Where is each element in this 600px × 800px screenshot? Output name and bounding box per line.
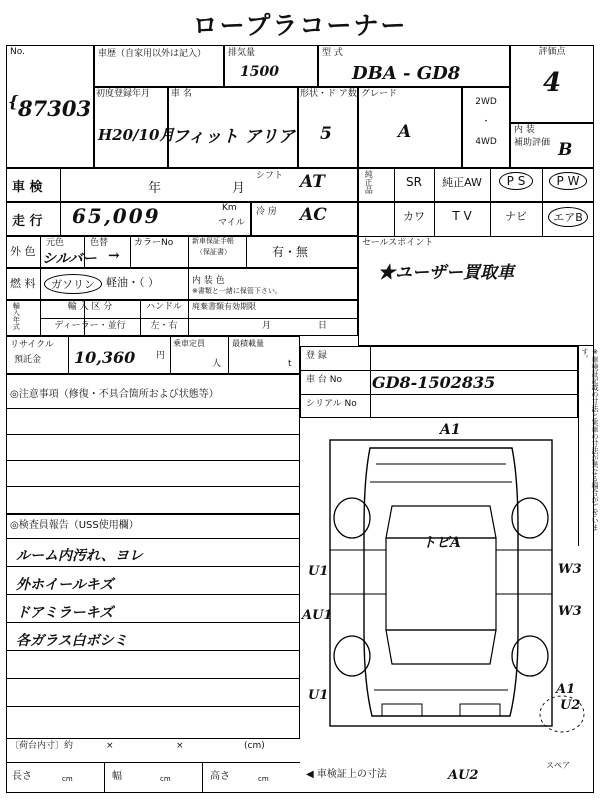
first-reg-value: H20/10月 xyxy=(98,126,175,144)
color-no-label: カラーNo xyxy=(134,238,174,248)
doors-value: 5 xyxy=(320,124,332,144)
inspection-month: 月 xyxy=(232,181,246,196)
page-title: ロープラコーナー xyxy=(192,11,408,40)
equip-kawa: カワ xyxy=(403,210,425,223)
fuel-diesel: 軽油・（ ） xyxy=(106,276,159,289)
handle-label: ハンドル xyxy=(145,302,182,312)
waste-day: 日 xyxy=(318,321,328,331)
footer-cm: (cm) xyxy=(244,741,265,751)
waste-month: 月 xyxy=(262,321,272,331)
no-label: No. xyxy=(10,47,25,57)
footer-length-unit: cm xyxy=(62,775,73,783)
diagram-left-1: U1 xyxy=(308,564,329,579)
import-dealer: ディーラー・並行 xyxy=(54,321,126,331)
shift-value: AT xyxy=(300,172,325,192)
drive-4wd: 4WD xyxy=(475,137,497,147)
fuel-label: 燃 料 xyxy=(10,277,36,290)
diagram-right-2: W3 xyxy=(558,604,582,619)
footer-height-unit: cm xyxy=(258,775,269,783)
color-arrow: → xyxy=(108,248,120,264)
load-unit: t xyxy=(288,359,292,369)
doors-label: 形状・ド ア数 xyxy=(300,89,357,99)
diagram-top-label: A1 xyxy=(440,422,461,438)
mileage-label: 走 行 xyxy=(12,214,43,229)
genuine-label: 純正品 xyxy=(364,170,374,194)
grade-label: グレード xyxy=(361,89,398,99)
diagram-hood-label: トビA xyxy=(422,535,461,551)
capacity-unit: 人 xyxy=(212,359,222,369)
diagram-right-3: A1 xyxy=(556,682,576,697)
footer-x1: × xyxy=(106,741,114,751)
diagram-right-4: U2 xyxy=(560,698,581,713)
lot-no-value: 87303 xyxy=(18,96,92,121)
selling-point-box xyxy=(358,236,594,346)
fuel-gasoline: ガソリン xyxy=(44,274,102,294)
report-line-1: ルーム内汚れ、ヨレ xyxy=(16,548,143,564)
grade-value: A xyxy=(398,122,412,142)
recycle-label-1: リサイクル xyxy=(10,340,54,350)
footer-width-label: 幅 xyxy=(112,771,122,782)
ac-value: AC xyxy=(300,205,327,225)
exterior-color-label: 外 色 xyxy=(10,245,36,258)
model-label: 型 式 xyxy=(322,48,343,58)
report-line-4: 各ガラス白ボシミ xyxy=(16,633,128,649)
chassis-label: 車 台 No xyxy=(306,375,342,385)
diagram-right-1: W3 xyxy=(558,562,582,577)
mileage-value: 65,009 xyxy=(72,204,161,228)
base-color-label: 元色 xyxy=(46,238,65,248)
car-diagram xyxy=(300,418,594,738)
displacement-label: 排気量 xyxy=(228,48,256,58)
diagram-left-3: U1 xyxy=(308,688,329,703)
score-value: 4 xyxy=(542,68,562,98)
equip-pw: P W xyxy=(542,172,594,190)
report-header: ◎検査員報告（USS使用欄） xyxy=(10,520,139,531)
recycle-label-2: 預託金 xyxy=(14,355,42,365)
shift-label: シフト xyxy=(256,171,284,181)
interior-label: 内 装 xyxy=(514,125,535,135)
footer-width-unit: cm xyxy=(160,775,171,783)
warranty-label-2: （保証書） xyxy=(196,248,231,256)
equip-airbag: エアB xyxy=(542,207,594,227)
footer-note: ◀ 車検証上の寸法 xyxy=(306,769,387,780)
model-value: DBA - GD8 xyxy=(352,63,461,84)
recycle-yen: 円 xyxy=(156,351,166,361)
selling-point-text: ★ユーザー買取車 xyxy=(378,263,514,283)
repaint-label: 色替 xyxy=(90,238,109,248)
color-value: シルバー xyxy=(42,251,97,267)
mileage-unit-km: Km xyxy=(222,203,237,213)
recycle-amount: 10,360 xyxy=(74,348,136,367)
equip-sr: SR xyxy=(406,175,422,189)
chassis-no-value: GD8-1502835 xyxy=(372,373,496,392)
registration-label: 登 録 xyxy=(306,351,327,361)
import-year-label: 輸入年式 xyxy=(12,302,21,330)
footer-title: 〔荷台内寸〕約 xyxy=(10,741,74,751)
handle-value: 左・右 xyxy=(150,321,178,331)
waste-label: 廃棄書類有効期限 xyxy=(192,302,256,311)
report-line-2: 外ホイールキズ xyxy=(16,577,114,593)
warranty-label-1: 新車保証手帳 xyxy=(192,237,234,245)
right-note: ※車検証記載の寸法と実車の寸法が異なる場合がございます。 xyxy=(581,348,599,531)
mileage-unit-mile: マイル xyxy=(218,218,245,228)
inspection-year: 年 xyxy=(148,181,162,196)
footer-height-label: 高さ xyxy=(210,771,230,782)
serial-label: シリアル No xyxy=(306,399,357,409)
lot-prefix: { xyxy=(8,92,19,111)
warranty-note: ※書類と一緒に保管下さい。 xyxy=(192,287,282,295)
diagram-spare-label: スペア xyxy=(546,761,570,770)
interior-sub-label: 補助評価 xyxy=(514,138,551,148)
equip-navi: ナビ xyxy=(505,210,527,223)
import-division-label: 輸 入 区 分 xyxy=(67,302,113,312)
selling-point-label: セールスポイント xyxy=(362,238,434,248)
equip-aw: 純正AW xyxy=(442,176,482,189)
interior-color-label: 内 装 色 xyxy=(192,276,225,286)
car-name-label: 車 名 xyxy=(171,89,192,99)
footer-x2: × xyxy=(176,741,184,751)
car-name-value: フィット アリア xyxy=(172,127,295,147)
displacement-value: 1500 xyxy=(240,64,279,80)
report-line-3: ドアミラーキズ xyxy=(16,605,114,621)
history-label: 車歴（自家用以外は記入） xyxy=(98,49,207,59)
drive-2wd: 2WD xyxy=(475,97,497,107)
inspection-label: 車 検 xyxy=(12,180,43,195)
notes-header: ◎注意事項（修復・不具合箇所および状態等） xyxy=(10,389,219,400)
ac-label: 冷 房 xyxy=(256,207,277,217)
score-label: 評価点 xyxy=(538,47,566,57)
first-reg-label: 初度登録年月 xyxy=(96,89,151,99)
equip-ps: P S xyxy=(490,172,542,190)
diagram-bottom-label: AU2 xyxy=(448,768,479,783)
equip-tv: T V xyxy=(452,209,472,223)
interior-grade-value: B xyxy=(558,140,573,160)
footer-length-label: 長さ xyxy=(12,771,32,782)
warranty-yes-no: 有・無 xyxy=(272,245,309,259)
capacity-label: 乗車定員 xyxy=(173,339,205,348)
load-label: 最積載量 xyxy=(232,339,264,348)
diagram-left-2: AU1 xyxy=(302,608,333,623)
drive-separator: ・ xyxy=(481,117,491,127)
